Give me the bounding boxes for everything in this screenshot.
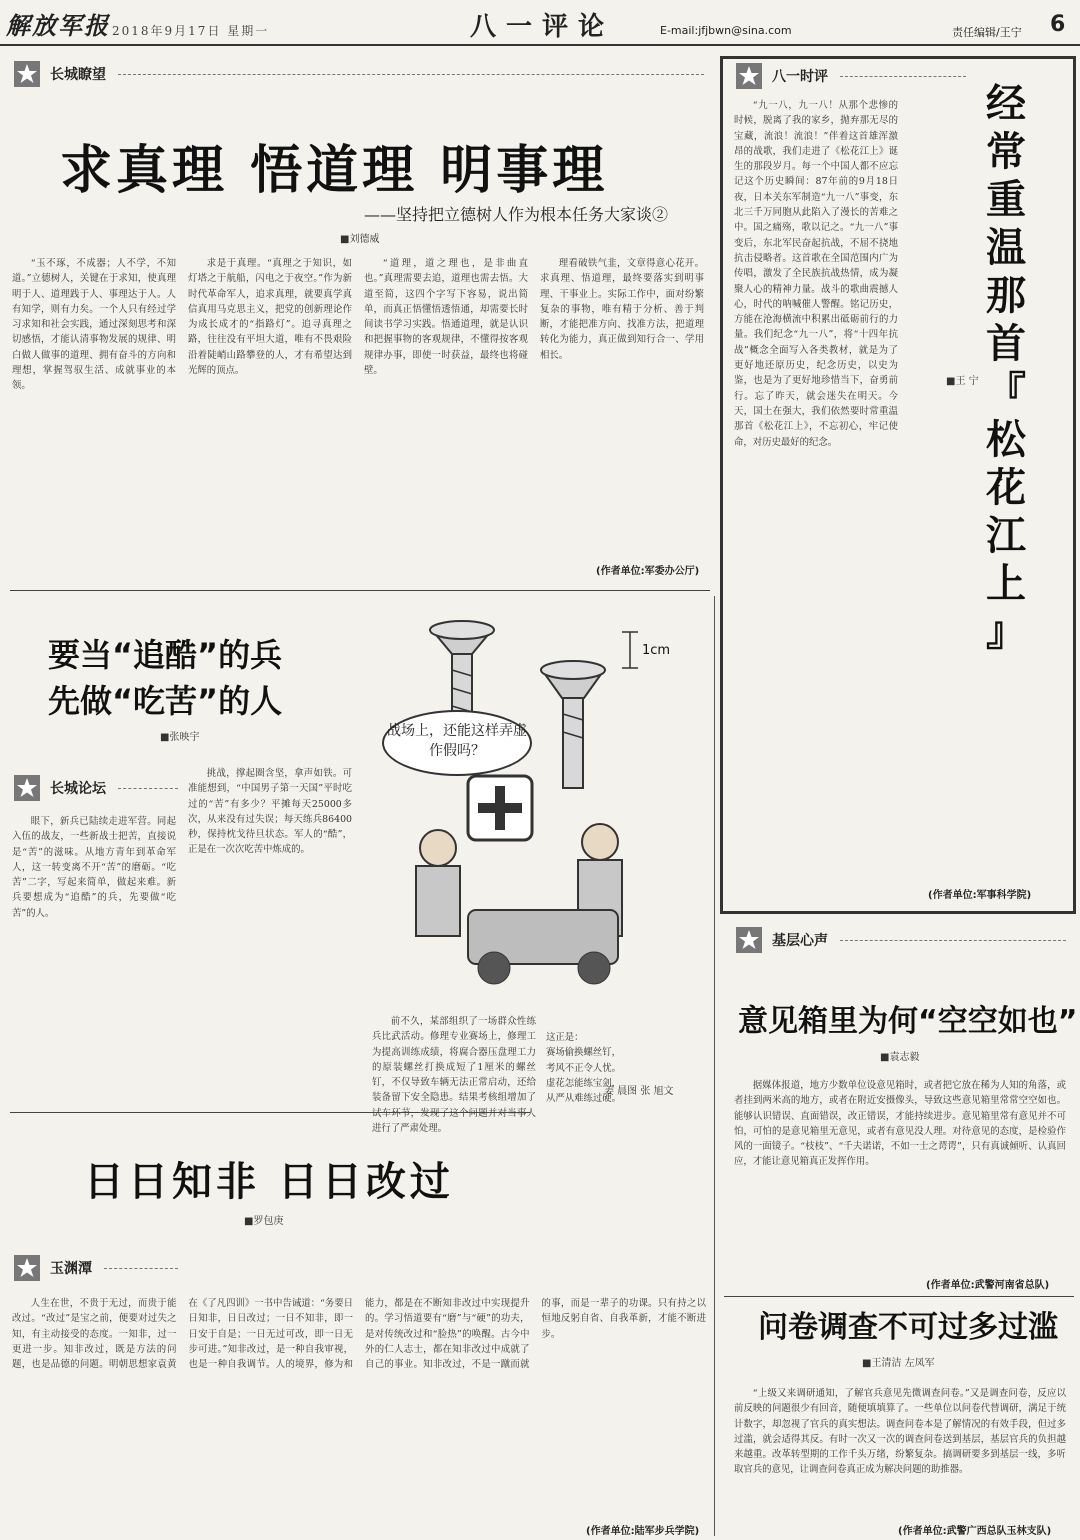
article-body-col-2: 挑战，撑起圈含坚，拿声如铁。可准能想到，“中国男子第一天国”平时吃过的“苦”有多少？平摊每天25000多次，从来没有过失误；每天练兵86400秒，保持枕戈待旦状态。军人的“酷”，正是在一次次吃苦中炼成的。 [188,768,352,856]
article-headline: 日日知非 日日改过 [84,1159,454,1205]
cartoon-illustration [372,610,702,1010]
author-unit: (作者单位:军委办公厅) [596,566,700,577]
masthead [0,0,1080,46]
vertical-headline: 经 常 重 温 那 首 『 松 花 江 上 』 [986,81,1026,655]
column-label: 长城瞭望 [50,67,106,83]
column-tag-yuyuantan [14,1256,178,1280]
article-subtitle: ——坚持把立德树人作为根本任务大家谈② [364,205,669,224]
cartoon-caption: 前不久，某部组织了一场群众性练兵比武活动。修理专业赛场上，修理工为提高训练成绩，将腐合器压盘理工力的原装螺丝打换成短了1厘米的螺丝钉，不仅导致车辆无法正常启动，还给装备留下安全隐患。结果考核组增加了试车环节，发现了这个问题并对当事人进行了严肃处理。 [372,1016,536,1135]
star-emblem-icon [736,927,762,953]
column-label: 八一时评 [772,69,828,85]
column-tag-bayi-shiping [736,64,966,88]
author-unit: (作者单位:陆军步兵学院) [586,1526,700,1537]
column-tag-jiceng-xinsheng [736,928,1066,952]
column-label: 玉渊潭 [50,1261,92,1277]
article-body-col-1: “玉不琢，不成器；人不学，不知道。”立德树人，关键在于求知，使真理明于人、道理践于人、事理达于人。人有知学，则有力矣。一个人只有经过学习求知和社会实践，通过深刻思考和深切感悟，才能认清事物发展的规律、明白做人做事的道理、拥有奋斗的方向和理想，掌握驾驭生活、成就事业的本领。 [12,258,176,392]
section-email: E-mail:jfjbwn@sina.com [660,24,792,37]
cartoon-poem: 这正是： 赛场偷换螺丝钉， 考风不正令人忧。 虚花怎能练宝剑， 从严从难练过硬。 [546,1032,622,1105]
article-body-col-1: “九一八，九一八！从那个悲惨的时候，脱离了我的家乡，抛弃那无尽的宝藏，流浪！流浪！”伴着这首雄浑激昂的战歌，我们走进了《松花江上》诞生的那段岁月。每一个中国人都不应忘记这个历史瞬间：87年前的9月18日夜，日本关东军制造“九一八”事变，东北三千万同胞从此陷入了漫长的苦难之中。国之痛殇，歌以记之。“九一八”事变后，东北军民奋起抗战，不屈不挠地抗击侵略者。这首歌在全国范围内广为传唱，激发了全民族抗战热情，成为凝聚人心的精神力量。战斗的歌曲震撼人心，时代的呐喊催人警醒。铭记历史，方能在沧海横流中积累出砥砺前行的力量。我们纪念“九一八”，将“十四年抗战”概念全面写入各类教材，就是为了更好地还原历史，纪念历史，以史为鉴，也是为了更好地珍惜当下，奋勇前行。忘了昨天，就会迷失在明天。今天，国土在强大，我们依然要时常重温那首《松花江上》，不忘初心，牢记使命，对历史最好的纪念。 [734,100,898,448]
column-label: 长城论坛 [50,781,106,797]
issue-date: 2018年9月17日 星期一 [112,24,270,38]
star-emblem-icon [14,1255,40,1281]
cartoon-credit: 姜 晨图 张 旭文 [604,1086,674,1097]
article-author: ■罗包庚 [244,1216,284,1227]
article-body-col-1: 眼下，新兵已陆续走进军营。同起入伍的战友，一些新战士把苦，直接说是“苦”的滋味。从地方青年到革命军人，这一转变离不开“苦”的磨砺。“吃苦”二字，写起来简单，做起来难。新兵要想成为“追酷”的兵，先要做“吃苦”的人。 [12,816,176,919]
article-body: 人生在世，不贵于无过，而贵于能改过。“改过”是宝之前，便要对过失之知，有主动接受的态度。一知非，过一更进一步。知非改过，既是方法的问题，也是品德的问题。明朝思想家袁黄在《了凡四训》一书中告诫道：“务要日日知非，日日改过；一日不知非，即一日安于自是；一日无过可改，即一日无步可进。”知非改过，是一种自我审视，也是一种自我调节。人的境界，修为和能力，都是在不断知非改过中实现提升的。学习悟道要有“磨”与“硬”的功夫，是对传统改过和“脸热”的唤醒。古今中外的仁人志士，都在知非改过中成就了自己的事业。知非改过，不是一蹴而就的事，而是一辈子的功课。只有持之以恒地反躬自省、自我革新，才能不断进步。 [12,1298,706,1371]
column-label: 基层心声 [772,933,828,949]
article-body-col-4: 理看破铁气韭，文章得意心花开。求真理、悟道理，最终要落实到明事理、干事业上。实际工作中，面对纷繁复杂的事物，唯有精于分析、善于判断，才能把准方向、找准方法，把道理转化为能力，真正做到知行合一、学用相长。 [540,258,704,361]
author-unit: (作者单位:军事科学院) [928,890,1032,901]
star-emblem-icon [14,775,40,801]
star-emblem-icon [14,61,40,87]
page-number: 6 [1050,12,1066,37]
measure-label: 1cm [642,643,671,658]
article-headline: 意见箱里为何“空空如也” [738,1004,1078,1039]
article-author: ■袁志毅 [880,1052,920,1063]
speech-bubble: 战场上，还能这样弄虚作假吗？ [382,710,532,776]
star-emblem-icon [736,63,762,89]
article-body-col-3: “道理，道之理也，是非曲直也。”真理需要去追，道理也需去悟。大道至简，这四个字写下容易，说出简单，而真正悟懂悟透悟通，却需要长时间读书学习实践。悟通道理，就是认识和把握事物的客观规律，不懂得按客观规律办事，即使一时获益，最终也将碰壁。 [364,258,528,377]
article-author: ■张映宇 [160,732,200,743]
divider [714,596,715,1536]
article-author: ■刘德威 [340,234,380,245]
column-tag-changcheng-luntan [14,776,178,800]
article-headline: 求真理 悟道理 明事理 [60,141,609,201]
divider [10,590,710,591]
divider [724,1296,1074,1297]
newspaper-logo: 解放军报 [6,11,110,40]
divider [10,1112,530,1113]
article-headline: 要当“追酷”的兵 先做“吃苦”的人 [48,636,283,720]
editorial-cartoon [372,610,702,1010]
author-unit: (作者单位:武警广西总队玉林支队) [898,1526,1052,1537]
responsible-editor: 责任编辑/王宁 [952,26,1022,39]
article-body: “上级又来调研通知，了解官兵意见先微调查问卷。”又是调查问卷，反应以前反映的问题很少有回音，随便填填算了。一些单位以问卷代替调研，满足于统计数字，却忽视了官兵的真实想法。调查问卷本是了解情况的有效手段，但过多过滥，就会适得其反。有时一次又一次的调查问卷送到基层，基层官兵的负担越来越重。改革转型期的工作千头万绪，纷繁复杂。搞调研要多到基层一线，多听取官兵的意见，让调查问卷真正成为解决问题的助推器。 [734,1388,1066,1476]
column-tag-changcheng-liaowang [14,62,704,86]
article-body-col-2: 求是于真理。“真理之于知识，如灯塔之于航船，闪电之于夜空。”作为新时代革命军人，追求真理，就要真学真信真用马克思主义，把党的创新理论作为成长成才的“指路灯”。追寻真理之路，往往没有平坦大道，唯有不畏艰险沿着陡峭山路攀登的人，才有希望达到光辉的顶点。 [188,258,352,377]
section-title: 八一评论 [470,12,615,42]
article-author: ■王清洁 左凤军 [862,1358,935,1369]
article-headline: 问卷调查不可过多过滥 [758,1310,1058,1345]
article-author: ■王 宁 [946,376,979,387]
article-body: 据媒体报道，地方少数单位设意见箱时，或者把它放在稀为人知的角落，或者挂到两米高的地方，或者在附近安摄像头，导致这些意见箱里常常空空如也。能够认识错误、直面错误，改正错误，才能持续进步。意见箱里常有意见并不可怕，可怕的是意见箱里无意见，或者有意见没人理。对待意见的态度，是检验作风的一面镜子。“枝枝”、“千夫诺诺，不如一士之谔谔”，只有真诚倾听、认真回应，才能让意见箱真正发挥作用。 [734,1080,1066,1168]
author-unit: (作者单位:武警河南省总队) [926,1280,1050,1291]
